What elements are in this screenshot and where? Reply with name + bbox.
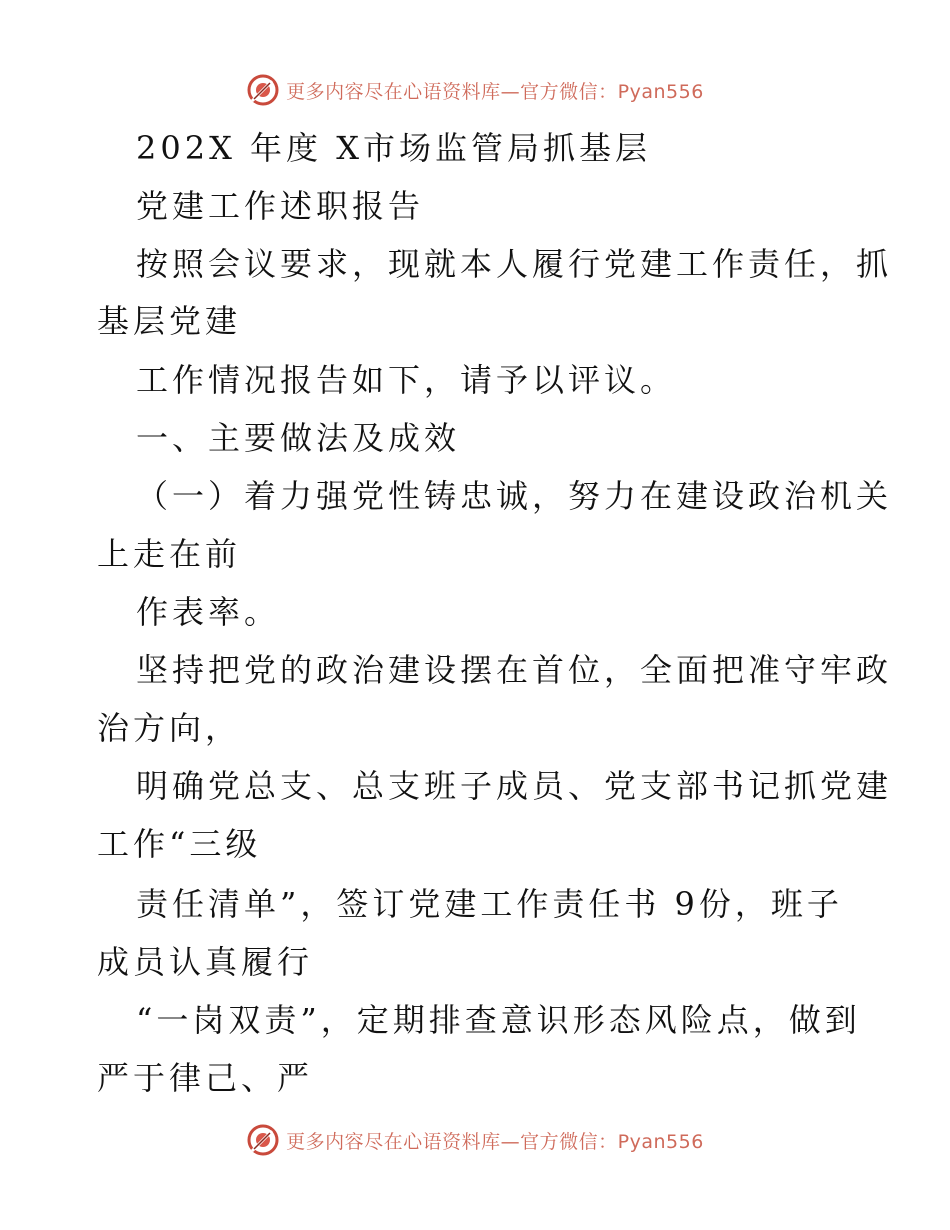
section-heading: 一、主要做法及成效: [136, 419, 461, 457]
paragraph-line: “一岗双责”，定期排查意识形态风险点，做到: [136, 1001, 861, 1039]
watermark-text: 更多内容尽在心语资料库—官方微信：Pyan556: [286, 80, 704, 103]
paragraph-line: 按照会议要求，现就本人履行党建工作责任，抓: [136, 245, 893, 283]
watermark-text: 更多内容尽在心语资料库—官方微信：Pyan556: [286, 1130, 704, 1153]
paragraph-line: 上走在前: [97, 535, 242, 573]
paragraph-line: 严于律己、严: [97, 1059, 314, 1097]
title-line-2: 党建工作述职报告: [136, 187, 425, 225]
logo-icon: [246, 1123, 280, 1157]
paragraph-line: 治方向，: [97, 709, 242, 747]
paragraph-line: 作表率。: [136, 593, 281, 631]
paragraph-line: 坚持把党的政治建设摆在首位，全面把准守牢政: [136, 651, 893, 689]
title-line-1: 202X 年度 X市场监管局抓基层: [136, 129, 651, 167]
subsection-heading: （一）着力强党性铸忠诚，努力在建设政治机关: [136, 477, 893, 515]
paragraph-line: 工作情况报告如下，请予以评议。: [136, 361, 677, 399]
paragraph-line: 责任清单”，签订党建工作责任书 9份，班子: [136, 885, 843, 923]
watermark-bottom: [0, 1120, 950, 1160]
paragraph-line: 工作“三级: [97, 825, 262, 863]
paragraph-line: 成员认真履行: [97, 943, 314, 981]
paragraph-line: 基层党建: [97, 302, 242, 340]
paragraph-line: 明确党总支、总支班子成员、党支部书记抓党建: [136, 767, 893, 805]
